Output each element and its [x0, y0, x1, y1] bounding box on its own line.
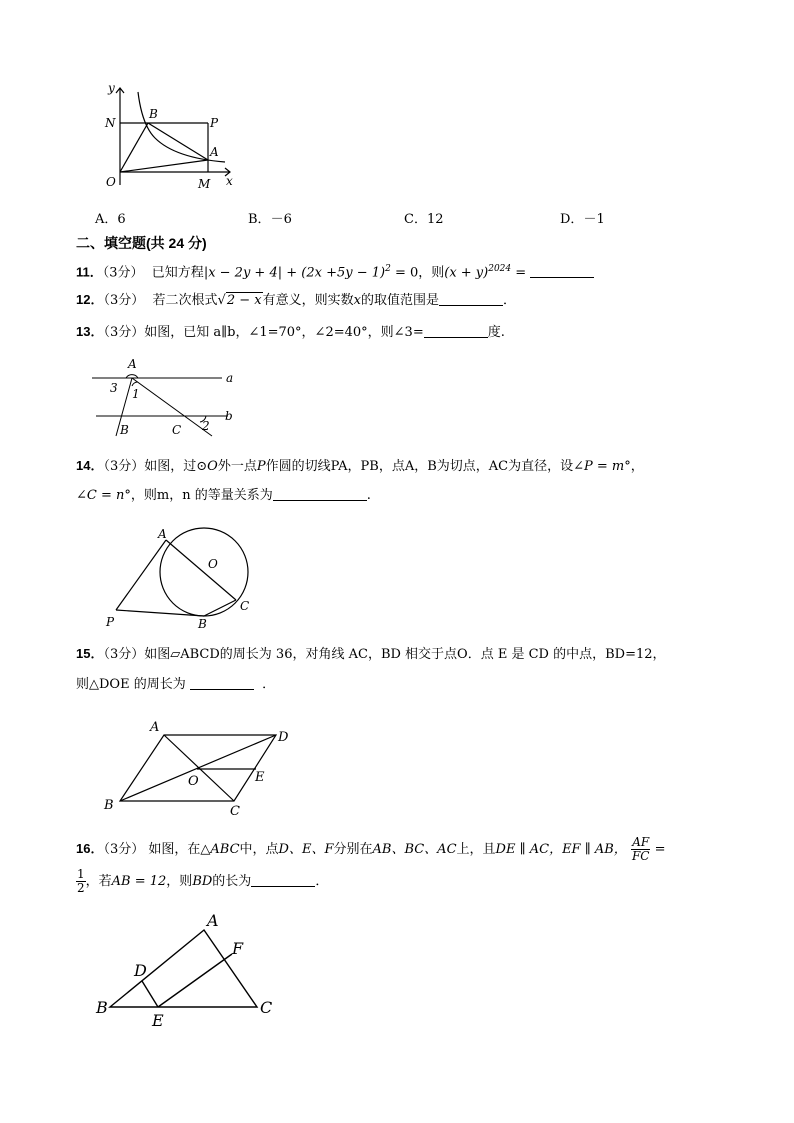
fig15-label-O: O [188, 774, 199, 789]
fraction-one-half: $\frac{1}{2}$ [77, 867, 85, 895]
fig10-label-y: y [108, 81, 115, 95]
fig10-label-N: N [105, 116, 116, 130]
figure-q16 [92, 910, 282, 1035]
figure-q13 [88, 352, 248, 444]
question-11: 11．（3分） 已知方程$|x - 2y + 4| + (2x +5y - 1)^2 = 0$，则$(x + y)^{2024}$ = [76, 260, 594, 282]
fig15-label-C: C [230, 804, 240, 819]
answer-blank-12[interactable] [439, 292, 503, 306]
choice-d: D．－1 [560, 212, 605, 227]
fig13-label-A: A [128, 357, 137, 371]
figure-q15 [100, 715, 300, 820]
fig10-label-P: P [210, 116, 219, 130]
question-16-line-1: 16．（3分） 如图，在△ABC中，点D、E、F分别在AB、BC、AC上，且DE ∥ AC，EF ∥ AB， $\frac{AF}{FC}$ = [76, 835, 666, 863]
fig13-label-1: 1 [132, 387, 140, 401]
fig13-label-b: b [225, 409, 233, 423]
fig14-label-B: B [198, 617, 207, 631]
fig16-label-A: A [207, 911, 219, 930]
fig13-label-B: B [120, 423, 129, 437]
question-13: 13．（3分）如图，已知 a∥b，∠1=70°，∠2=40°，则∠3= 度. [76, 324, 505, 340]
choice-b: B．－6 [248, 212, 292, 227]
answer-blank-13[interactable] [424, 324, 488, 338]
question-16-line-2: $\frac{1}{2}$ ，若AB = 12，则BD的长为 ． [77, 867, 329, 895]
fig15-label-B: B [104, 798, 114, 813]
section-title: 二、填空题(共 24 分) [76, 235, 207, 251]
fig16-label-E: E [152, 1011, 164, 1030]
fig13-label-3: 3 [110, 381, 118, 395]
fig14-label-A: A [158, 527, 167, 541]
fig10-label-O: O [106, 175, 116, 189]
choice-c: C．12 [404, 212, 444, 227]
fig13-label-C: C [172, 423, 182, 437]
question-14-line-1: 14．（3分）如图，过⊙O外一点P作圆的切线PA，PB，点A，B为切点，AC为直径，设∠P = m°， [76, 458, 644, 474]
question-14-line-2: ∠C = n°，则m，n 的等量关系为 . [76, 488, 371, 503]
fig16-label-D: D [134, 961, 147, 980]
answer-blank-15[interactable] [190, 676, 254, 690]
fig15-label-A: A [150, 720, 160, 735]
question-15-line-2: 则△DOE 的周长为 ． [76, 677, 276, 692]
fig14-label-O: O [208, 557, 218, 571]
fig10-label-x: x [226, 174, 233, 188]
fig13-label-a: a [226, 371, 234, 385]
fig10-label-M: M [198, 177, 211, 191]
fig10-label-A: A [210, 145, 219, 159]
fig10-label-B: B [149, 107, 158, 121]
fraction-af-fc: $\frac{AF}{FC}$ [631, 835, 650, 863]
question-12: 12．（3分） 若二次根式√2 − x有意义，则实数x的取值范围是 ． [76, 292, 516, 308]
answer-blank-11[interactable] [530, 264, 594, 278]
fig13-label-2: 2 [202, 419, 210, 433]
fig14-label-C: C [240, 599, 250, 613]
answer-blank-14[interactable] [273, 487, 367, 501]
fig16-label-B: B [96, 998, 108, 1017]
answer-blank-16[interactable] [251, 873, 315, 887]
fig14-label-P: P [106, 615, 115, 629]
fig16-label-C: C [260, 998, 273, 1017]
fig16-label-F: F [232, 939, 244, 958]
question-15-line-1: 15．（3分）如图▱ABCD的周长为 36，对角线 AC，BD 相交于点O．点 E 是 CD 的中点，BD=12， [76, 646, 666, 662]
choice-a: A．6 [95, 212, 126, 227]
figure-q14 [100, 522, 260, 632]
fig15-label-D: D [278, 730, 289, 745]
figure-q10 [100, 80, 250, 195]
fig15-label-E: E [255, 770, 265, 785]
